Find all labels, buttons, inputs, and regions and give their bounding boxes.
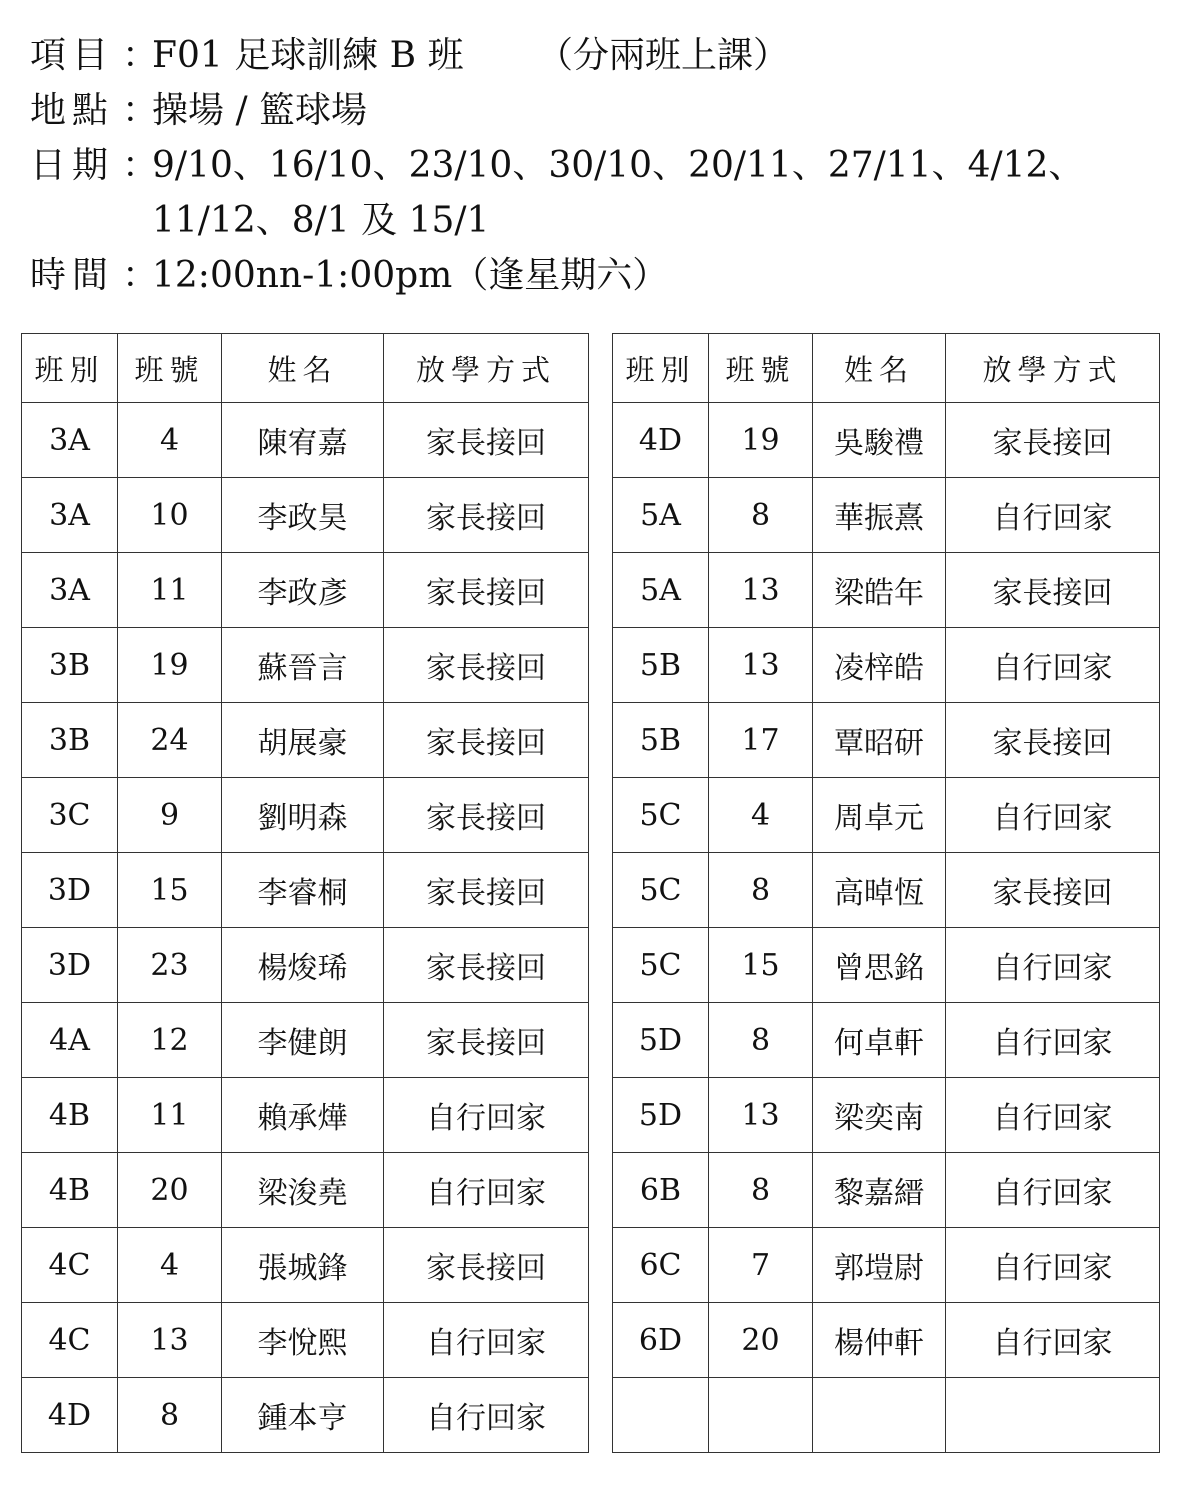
table-row	[22, 703, 589, 778]
dates-colon: ：	[122, 145, 159, 186]
dismissal-cell: 家長接回	[946, 403, 1160, 478]
table-header-row	[22, 334, 589, 403]
number-cell: 15	[709, 928, 813, 1003]
name-cell: 何卓軒	[813, 1003, 946, 1078]
document-header	[30, 28, 1150, 303]
table-row	[22, 853, 589, 928]
number-cell: 13	[709, 628, 813, 703]
table-row	[613, 403, 1160, 478]
table-row	[22, 928, 589, 1003]
table-row	[613, 853, 1160, 928]
number-cell: 8	[118, 1378, 222, 1453]
class-cell: 3D	[22, 853, 118, 928]
name-cell: 梁浚堯	[222, 1153, 384, 1228]
name-cell: 賴承燁	[222, 1078, 384, 1153]
venue-label: 地點	[30, 90, 115, 131]
table-row	[22, 403, 589, 478]
class-cell: 3C	[22, 778, 118, 853]
table-row	[613, 1003, 1160, 1078]
class-cell: 4A	[22, 1003, 118, 1078]
name-cell: 郭塏尉	[813, 1228, 946, 1303]
name-cell	[813, 1378, 946, 1453]
dismissal-cell: 家長接回	[384, 853, 589, 928]
number-cell: 8	[709, 1003, 813, 1078]
table-row	[22, 1078, 589, 1153]
dismissal-cell: 家長接回	[946, 703, 1160, 778]
column-header-dismissal: 放學方式	[384, 334, 589, 403]
dismissal-cell: 自行回家	[384, 1153, 589, 1228]
dismissal-cell: 自行回家	[946, 1153, 1160, 1228]
dismissal-cell: 家長接回	[384, 403, 589, 478]
table-row	[22, 1153, 589, 1228]
dates-line	[30, 138, 1150, 193]
table-row	[613, 1153, 1160, 1228]
column-header-number: 班號	[709, 334, 813, 403]
name-cell: 曾思銘	[813, 928, 946, 1003]
time-label: 時間	[30, 255, 115, 296]
table-row	[22, 1228, 589, 1303]
class-cell: 5D	[613, 1078, 709, 1153]
table-row	[613, 1078, 1160, 1153]
name-cell: 梁皓年	[813, 553, 946, 628]
number-cell: 13	[709, 553, 813, 628]
dismissal-cell: 自行回家	[946, 1228, 1160, 1303]
table-row	[613, 628, 1160, 703]
class-cell: 6D	[613, 1303, 709, 1378]
time-colon: ：	[122, 255, 159, 296]
class-cell: 4B	[22, 1153, 118, 1228]
class-cell: 3A	[22, 478, 118, 553]
table-row	[22, 1303, 589, 1378]
dismissal-cell: 自行回家	[946, 1078, 1160, 1153]
number-cell: 20	[118, 1153, 222, 1228]
name-cell: 李悅熙	[222, 1303, 384, 1378]
column-header-name: 姓名	[222, 334, 384, 403]
number-cell: 4	[118, 403, 222, 478]
name-cell: 李政彥	[222, 553, 384, 628]
name-cell: 吳駿禮	[813, 403, 946, 478]
class-cell: 4C	[22, 1228, 118, 1303]
name-cell: 華振熹	[813, 478, 946, 553]
dates-value-line2: 11/12、8/1 及 15/1	[152, 200, 490, 241]
number-cell: 8	[709, 853, 813, 928]
name-cell: 周卓元	[813, 778, 946, 853]
dismissal-cell: 家長接回	[946, 553, 1160, 628]
item-line	[30, 28, 1150, 83]
class-cell: 5B	[613, 703, 709, 778]
name-cell: 鍾本亨	[222, 1378, 384, 1453]
dismissal-cell: 自行回家	[946, 478, 1160, 553]
number-cell: 4	[709, 778, 813, 853]
class-cell: 5A	[613, 478, 709, 553]
table-row	[613, 478, 1160, 553]
column-header-class: 班別	[613, 334, 709, 403]
dismissal-cell: 自行回家	[946, 778, 1160, 853]
table-row	[613, 553, 1160, 628]
name-cell: 陳宥嘉	[222, 403, 384, 478]
column-header-class: 班別	[22, 334, 118, 403]
column-header-dismissal: 放學方式	[946, 334, 1160, 403]
table-row	[22, 1003, 589, 1078]
class-cell: 5C	[613, 778, 709, 853]
class-cell: 5C	[613, 928, 709, 1003]
venue-colon: ：	[122, 90, 159, 131]
number-cell: 15	[118, 853, 222, 928]
table-row	[22, 778, 589, 853]
class-cell: 5D	[613, 1003, 709, 1078]
dismissal-cell: 家長接回	[384, 778, 589, 853]
number-cell: 8	[709, 478, 813, 553]
name-cell: 劉明森	[222, 778, 384, 853]
student-table-right	[612, 333, 1160, 1453]
class-cell: 4D	[22, 1378, 118, 1453]
number-cell: 4	[118, 1228, 222, 1303]
number-cell: 13	[118, 1303, 222, 1378]
class-cell: 5A	[613, 553, 709, 628]
dismissal-cell: 家長接回	[384, 1228, 589, 1303]
dismissal-cell: 自行回家	[946, 1003, 1160, 1078]
item-value: F01 足球訓練 B 班	[152, 35, 464, 76]
dismissal-cell: 自行回家	[946, 1303, 1160, 1378]
venue-line	[30, 83, 1150, 138]
time-line	[30, 248, 1150, 303]
number-cell: 10	[118, 478, 222, 553]
table-row	[613, 1303, 1160, 1378]
table-row	[22, 553, 589, 628]
class-cell: 6C	[613, 1228, 709, 1303]
class-cell: 3B	[22, 628, 118, 703]
item-colon: ：	[122, 35, 159, 76]
number-cell: 11	[118, 1078, 222, 1153]
name-cell: 高晫恆	[813, 853, 946, 928]
number-cell: 9	[118, 778, 222, 853]
table-row	[613, 1378, 1160, 1453]
name-cell: 黎嘉縉	[813, 1153, 946, 1228]
name-cell: 覃昭研	[813, 703, 946, 778]
number-cell: 20	[709, 1303, 813, 1378]
dates-label: 日期	[30, 145, 115, 186]
number-cell	[709, 1378, 813, 1453]
dismissal-cell: 家長接回	[384, 928, 589, 1003]
class-cell: 3D	[22, 928, 118, 1003]
table-header-row	[613, 334, 1160, 403]
table-row	[22, 478, 589, 553]
dismissal-cell: 自行回家	[384, 1378, 589, 1453]
name-cell: 李健朗	[222, 1003, 384, 1078]
table-row	[22, 1378, 589, 1453]
class-cell: 3A	[22, 403, 118, 478]
number-cell: 7	[709, 1228, 813, 1303]
name-cell: 張城鋒	[222, 1228, 384, 1303]
table-row	[613, 1228, 1160, 1303]
student-rows-left	[22, 403, 589, 1453]
column-header-name: 姓名	[813, 334, 946, 403]
name-cell: 楊焌琋	[222, 928, 384, 1003]
venue-value: 操場 / 籃球場	[152, 90, 368, 131]
dismissal-cell: 家長接回	[384, 553, 589, 628]
student-table-left	[21, 333, 589, 1453]
dismissal-cell: 家長接回	[384, 703, 589, 778]
name-cell: 凌梓皓	[813, 628, 946, 703]
number-cell: 13	[709, 1078, 813, 1153]
table-row	[613, 778, 1160, 853]
class-cell	[613, 1378, 709, 1453]
item-label: 項目	[30, 35, 115, 76]
class-cell: 6B	[613, 1153, 709, 1228]
class-cell: 3B	[22, 703, 118, 778]
column-header-number: 班號	[118, 334, 222, 403]
name-cell: 胡展豪	[222, 703, 384, 778]
dismissal-cell: 自行回家	[384, 1303, 589, 1378]
dismissal-cell: 家長接回	[946, 853, 1160, 928]
table-row	[22, 628, 589, 703]
dismissal-cell: 家長接回	[384, 1003, 589, 1078]
table-row	[613, 703, 1160, 778]
table-row	[613, 928, 1160, 1003]
name-cell: 李睿桐	[222, 853, 384, 928]
class-cell: 5B	[613, 628, 709, 703]
number-cell: 11	[118, 553, 222, 628]
dismissal-cell: 自行回家	[946, 928, 1160, 1003]
name-cell: 楊仲軒	[813, 1303, 946, 1378]
number-cell: 19	[118, 628, 222, 703]
number-cell: 23	[118, 928, 222, 1003]
number-cell: 19	[709, 403, 813, 478]
dates-continuation-line	[30, 193, 1150, 248]
class-cell: 4C	[22, 1303, 118, 1378]
dismissal-cell: 家長接回	[384, 478, 589, 553]
item-note: （分兩班上課）	[537, 35, 790, 76]
class-cell: 4B	[22, 1078, 118, 1153]
dates-value-line1: 9/10、16/10、23/10、30/10、20/11、27/11、4/12、	[152, 145, 1085, 186]
number-cell: 8	[709, 1153, 813, 1228]
student-rows-right	[613, 403, 1160, 1453]
class-cell: 4D	[613, 403, 709, 478]
name-cell: 梁奕南	[813, 1078, 946, 1153]
time-value: 12:00nn-1:00pm（逢星期六）	[152, 255, 669, 296]
name-cell: 蘇晉言	[222, 628, 384, 703]
dismissal-cell: 家長接回	[384, 628, 589, 703]
name-cell: 李政昊	[222, 478, 384, 553]
dismissal-cell: 自行回家	[946, 628, 1160, 703]
number-cell: 17	[709, 703, 813, 778]
class-cell: 5C	[613, 853, 709, 928]
dismissal-cell	[946, 1378, 1160, 1453]
number-cell: 12	[118, 1003, 222, 1078]
number-cell: 24	[118, 703, 222, 778]
class-cell: 3A	[22, 553, 118, 628]
dismissal-cell: 自行回家	[384, 1078, 589, 1153]
